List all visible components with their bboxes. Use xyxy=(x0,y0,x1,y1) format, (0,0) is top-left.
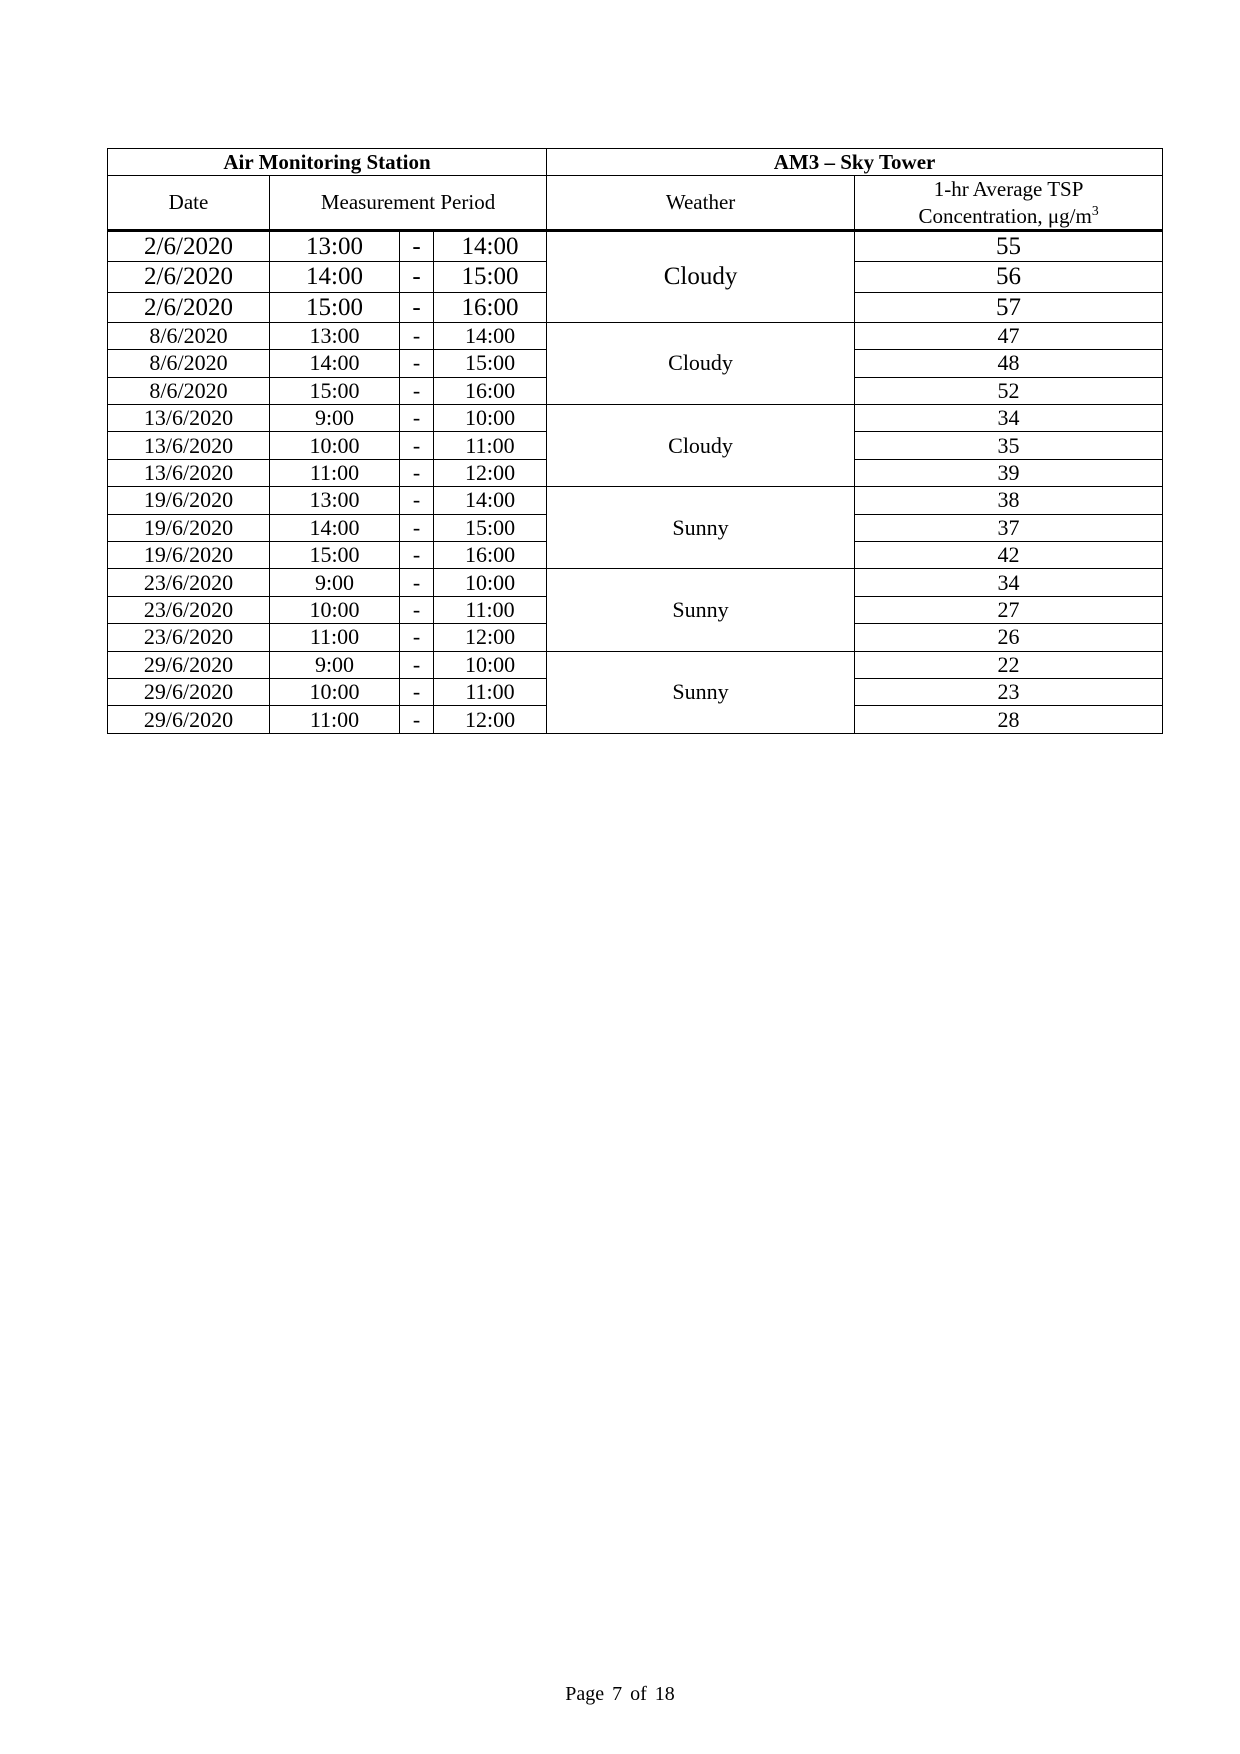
start-time-cell: 10:00 xyxy=(270,432,400,459)
concentration-cell: 48 xyxy=(855,350,1163,377)
end-time-cell: 11:00 xyxy=(434,432,547,459)
concentration-cell: 26 xyxy=(855,624,1163,651)
column-header-row xyxy=(108,176,1163,231)
time-separator-cell: - xyxy=(400,678,434,705)
end-time-cell: 14:00 xyxy=(434,487,547,514)
time-separator-cell: - xyxy=(400,651,434,678)
footer-page-total: 18 xyxy=(654,1683,675,1705)
time-separator-cell: - xyxy=(400,459,434,486)
footer-page-number: 7 xyxy=(612,1683,623,1705)
date-cell: 23/6/2020 xyxy=(108,569,270,596)
start-time-cell: 10:00 xyxy=(270,678,400,705)
end-time-cell: 14:00 xyxy=(434,322,547,349)
station-name: AM3 – Sky Tower xyxy=(547,149,1163,176)
end-time-cell: 15:00 xyxy=(434,262,547,292)
date-cell: 13/6/2020 xyxy=(108,459,270,486)
start-time-cell: 11:00 xyxy=(270,706,400,733)
table-body xyxy=(108,231,1163,734)
date-cell: 13/6/2020 xyxy=(108,432,270,459)
start-time-cell: 11:00 xyxy=(270,459,400,486)
end-time-cell: 10:00 xyxy=(434,405,547,432)
concentration-cell: 42 xyxy=(855,542,1163,569)
date-cell: 2/6/2020 xyxy=(108,231,270,262)
concentration-cell: 23 xyxy=(855,678,1163,705)
date-cell: 29/6/2020 xyxy=(108,706,270,733)
start-time-cell: 13:00 xyxy=(270,231,400,262)
time-separator-cell: - xyxy=(400,487,434,514)
concentration-cell: 34 xyxy=(855,405,1163,432)
date-column-header: Date xyxy=(108,176,270,231)
start-time-cell: 14:00 xyxy=(270,514,400,541)
time-separator-cell: - xyxy=(400,624,434,651)
date-cell: 23/6/2020 xyxy=(108,624,270,651)
concentration-cell: 28 xyxy=(855,706,1163,733)
time-separator-cell: - xyxy=(400,596,434,623)
end-time-cell: 14:00 xyxy=(434,231,547,262)
concentration-cell: 57 xyxy=(855,292,1163,322)
time-separator-cell: - xyxy=(400,262,434,292)
weather-cell: Cloudy xyxy=(547,231,855,323)
concentration-column-header xyxy=(855,176,1163,231)
concentration-cell: 39 xyxy=(855,459,1163,486)
date-cell: 19/6/2020 xyxy=(108,487,270,514)
end-time-cell: 15:00 xyxy=(434,350,547,377)
end-time-cell: 16:00 xyxy=(434,292,547,322)
time-separator-cell: - xyxy=(400,350,434,377)
start-time-cell: 14:00 xyxy=(270,350,400,377)
time-separator-cell: - xyxy=(400,514,434,541)
weather-cell: Sunny xyxy=(547,569,855,651)
table-row xyxy=(108,322,1163,349)
time-separator-cell: - xyxy=(400,231,434,262)
concentration-cell: 55 xyxy=(855,231,1163,262)
time-separator-cell: - xyxy=(400,405,434,432)
concentration-cell: 27 xyxy=(855,596,1163,623)
concentration-header-line2: Concentration, μg/m xyxy=(918,203,1092,228)
time-separator-cell: - xyxy=(400,569,434,596)
start-time-cell: 11:00 xyxy=(270,624,400,651)
concentration-cell: 34 xyxy=(855,569,1163,596)
weather-cell: Cloudy xyxy=(547,405,855,487)
start-time-cell: 13:00 xyxy=(270,487,400,514)
start-time-cell: 13:00 xyxy=(270,322,400,349)
date-cell: 8/6/2020 xyxy=(108,350,270,377)
start-time-cell: 15:00 xyxy=(270,292,400,322)
time-separator-cell: - xyxy=(400,377,434,404)
page-footer xyxy=(0,1683,1240,1706)
time-separator-cell: - xyxy=(400,542,434,569)
end-time-cell: 11:00 xyxy=(434,678,547,705)
date-cell: 8/6/2020 xyxy=(108,322,270,349)
weather-column-header: Weather xyxy=(547,176,855,231)
concentration-cell: 38 xyxy=(855,487,1163,514)
end-time-cell: 15:00 xyxy=(434,514,547,541)
time-separator-cell: - xyxy=(400,322,434,349)
time-separator-cell: - xyxy=(400,292,434,322)
tsp-monitoring-table xyxy=(107,148,1163,734)
station-label: Air Monitoring Station xyxy=(108,149,547,176)
date-cell: 29/6/2020 xyxy=(108,678,270,705)
end-time-cell: 10:00 xyxy=(434,569,547,596)
concentration-header-line1: 1-hr Average TSP xyxy=(933,177,1084,202)
start-time-cell: 9:00 xyxy=(270,651,400,678)
footer-page-prefix: Page xyxy=(565,1683,605,1705)
date-cell: 2/6/2020 xyxy=(108,292,270,322)
period-column-header: Measurement Period xyxy=(270,176,547,231)
date-cell: 2/6/2020 xyxy=(108,262,270,292)
start-time-cell: 9:00 xyxy=(270,405,400,432)
start-time-cell: 15:00 xyxy=(270,377,400,404)
weather-cell: Sunny xyxy=(547,651,855,733)
concentration-cell: 22 xyxy=(855,651,1163,678)
end-time-cell: 12:00 xyxy=(434,624,547,651)
table-row xyxy=(108,651,1163,678)
table-row xyxy=(108,487,1163,514)
start-time-cell: 10:00 xyxy=(270,596,400,623)
weather-cell: Cloudy xyxy=(547,322,855,404)
start-time-cell: 14:00 xyxy=(270,262,400,292)
footer-of: of xyxy=(630,1683,647,1705)
start-time-cell: 15:00 xyxy=(270,542,400,569)
end-time-cell: 12:00 xyxy=(434,459,547,486)
time-separator-cell: - xyxy=(400,432,434,459)
date-cell: 19/6/2020 xyxy=(108,542,270,569)
time-separator-cell: - xyxy=(400,706,434,733)
date-cell: 8/6/2020 xyxy=(108,377,270,404)
end-time-cell: 16:00 xyxy=(434,377,547,404)
start-time-cell: 9:00 xyxy=(270,569,400,596)
concentration-cell: 47 xyxy=(855,322,1163,349)
concentration-unit-superscript: 3 xyxy=(1091,202,1099,218)
table-title-row xyxy=(108,149,1163,176)
date-cell: 23/6/2020 xyxy=(108,596,270,623)
date-cell: 29/6/2020 xyxy=(108,651,270,678)
date-cell: 19/6/2020 xyxy=(108,514,270,541)
weather-cell: Sunny xyxy=(547,487,855,569)
date-cell: 13/6/2020 xyxy=(108,405,270,432)
table-row xyxy=(108,405,1163,432)
table-row xyxy=(108,231,1163,262)
end-time-cell: 12:00 xyxy=(434,706,547,733)
concentration-cell: 52 xyxy=(855,377,1163,404)
end-time-cell: 16:00 xyxy=(434,542,547,569)
table-row xyxy=(108,569,1163,596)
concentration-cell: 35 xyxy=(855,432,1163,459)
end-time-cell: 10:00 xyxy=(434,651,547,678)
end-time-cell: 11:00 xyxy=(434,596,547,623)
concentration-cell: 37 xyxy=(855,514,1163,541)
concentration-cell: 56 xyxy=(855,262,1163,292)
